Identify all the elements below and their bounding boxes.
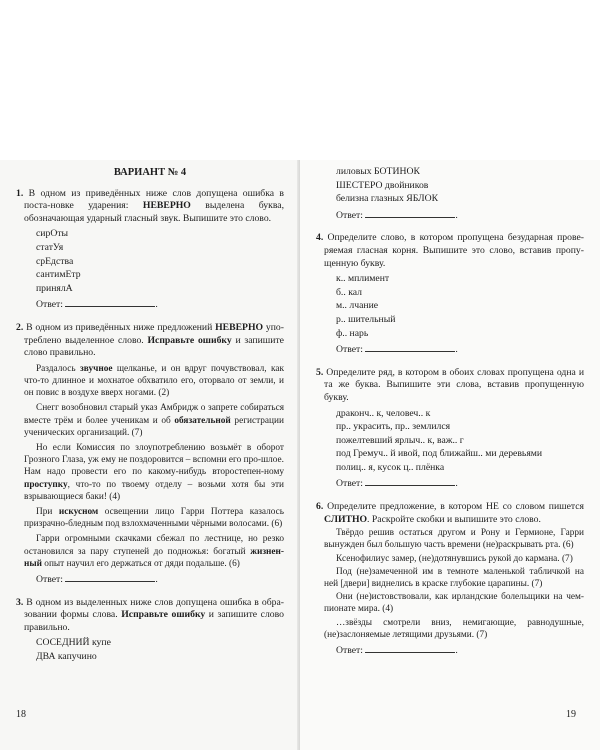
word-item: принялА bbox=[36, 282, 73, 294]
task-3-words bbox=[16, 637, 284, 663]
left-page-content bbox=[16, 167, 284, 674]
task-2-number: 2. bbox=[16, 321, 24, 333]
task-6 bbox=[316, 501, 584, 658]
task-2-text-c: упо-треблено выделенное слово. bbox=[24, 321, 284, 346]
task-3-words-continued bbox=[316, 166, 584, 206]
task-4-text: Определите слово, в котором пропущена безударная прове-ряемая гласная корня. Выпишите это слово, вставив пропу-щенную букву. bbox=[324, 232, 585, 269]
word-item: под Гремуч.. й ивой, под ближайш.. ми деревьями bbox=[336, 448, 543, 460]
answer-line[interactable] bbox=[65, 297, 155, 307]
task-1-question bbox=[16, 188, 284, 226]
answer-label: Ответ: bbox=[36, 299, 63, 311]
right-page-content bbox=[316, 163, 584, 668]
task-3-text-a: В одном из выделенных ниже слов допущена ошибка в обра-зовании формы слова. bbox=[24, 596, 284, 621]
task-2-question bbox=[16, 322, 284, 360]
task-2-sentence bbox=[16, 506, 284, 530]
page-number-left: 18 bbox=[16, 709, 26, 721]
answer-line[interactable] bbox=[365, 208, 455, 218]
s4-a: При bbox=[36, 506, 59, 517]
page-number-right: 19 bbox=[566, 709, 576, 721]
word-item: белизна глазных ЯБЛОК bbox=[336, 193, 439, 205]
task-5-number: 5. bbox=[316, 366, 324, 378]
s5-a: Гарри огромными скачками сбежал по лестнице, но резко остановился за пару ступеней до подножья: богатый bbox=[24, 534, 284, 557]
task-3-text-b: Исправьте ошибку bbox=[121, 609, 206, 621]
answer-line[interactable] bbox=[365, 342, 455, 352]
task-3-answer: Ответ: . bbox=[336, 209, 458, 221]
task-2-sentence bbox=[16, 442, 284, 503]
s3-c: , что-то по твоему отделу – возьми хотя бы эти взрывающиеся баки! (4) bbox=[24, 479, 284, 502]
task-2-sentence bbox=[16, 363, 284, 400]
task-3-number: 3. bbox=[16, 596, 24, 608]
task-6-text-c: . Раскройте скобки и выпишите это слово. bbox=[367, 513, 541, 525]
answer-label: Ответ: bbox=[336, 645, 363, 657]
word-item: к.. мплимент bbox=[336, 273, 390, 285]
s3-a: Но если Комиссия по злоупотреблению возьмёт в оборот Грозного Глаза, уж ему не поздоровится – вспомни его про-шлое. Нам надо провести его по какому-нибудь второстепен-ному bbox=[24, 442, 284, 478]
task-1 bbox=[16, 188, 284, 312]
task-6-text-a: Определите предложение, в котором НЕ со словом пишется bbox=[327, 501, 585, 513]
task-5-text: Определите ряд, в котором в обоих словах пропущена одна и та же буква. Выпишите эти слова, вставив пропущенную букву. bbox=[324, 366, 584, 403]
task-2 bbox=[16, 322, 284, 587]
word-item: м.. лчание bbox=[336, 300, 379, 312]
task-1-text-c: выделена буква, обозначающая ударный гласный звук. Выпишите это слово. bbox=[24, 200, 284, 224]
task-2-sentence bbox=[16, 533, 284, 570]
task-1-text-b: НЕВЕРНО bbox=[142, 200, 191, 212]
task-6-sentence: Твёрдо решив остаться другом и Рону и Гермионе, Гарри вынужден был большую часть времени (не)раскрывать рта. (6) bbox=[324, 528, 584, 551]
word-item: СОСЕДНИЙ купе bbox=[36, 637, 111, 649]
task-6-number: 6. bbox=[316, 501, 324, 513]
s1-c: щелканье, и он вдруг почувствовал, как что-то длинное и мохнатое обхватило его, оторвало от земли, и он повис в воздухе вверх ногами. (2) bbox=[24, 363, 284, 399]
word-item: лиловых БОТИНОК bbox=[336, 166, 420, 177]
task-5-answer: Ответ: . bbox=[336, 478, 458, 490]
task-2-text-e: и запишите слово правильно. bbox=[24, 334, 284, 359]
word-item: ф.. нарь bbox=[336, 327, 369, 339]
task-6-sentence: Они (не)истовствовали, как ирландские болельщики на чем-пионате мира. (4) bbox=[324, 592, 584, 615]
word-item: б.. кал bbox=[336, 286, 362, 298]
answer-label: Ответ: bbox=[336, 478, 363, 490]
task-2-text-a: В одном из приведённых ниже предложений bbox=[26, 321, 216, 333]
word-item: ДВА капучино bbox=[36, 650, 97, 662]
word-item: пр.. украсить, пр.. землился bbox=[336, 421, 451, 433]
word-item: сирОты bbox=[36, 228, 69, 240]
s3-highlight: проступку bbox=[24, 479, 68, 490]
s2-a: Снегг возобновил старый указ Амбридж о запрете собираться вместе трём и более ученикам и об bbox=[24, 403, 284, 426]
task-5-words bbox=[316, 408, 584, 475]
task-6-question bbox=[316, 501, 584, 526]
task-3-question bbox=[16, 597, 284, 635]
task-4-number: 4. bbox=[316, 232, 324, 244]
variant-title: ВАРИАНТ № 4 bbox=[113, 167, 187, 178]
right-page bbox=[300, 160, 600, 750]
answer-line[interactable] bbox=[365, 643, 455, 653]
task-4 bbox=[316, 232, 584, 356]
s2-c: регистрации ученических организаций. (7) bbox=[24, 415, 284, 438]
task-3 bbox=[16, 597, 284, 664]
answer-label: Ответ: bbox=[336, 209, 363, 221]
task-1-number: 1. bbox=[16, 187, 24, 199]
s5-c: опыт научил его держаться от дяди подальше. (6) bbox=[41, 558, 240, 569]
task-6-sentence: Под (не)замеченной им в темноте маленькой табличкой на ней [двери] виднелись в краске глубокие царапины. (7) bbox=[324, 566, 584, 590]
word-item: сантимЕтр bbox=[36, 269, 81, 281]
left-page bbox=[0, 160, 300, 750]
word-item: р.. шительный bbox=[336, 313, 396, 325]
task-2-text-b: НЕВЕРНО bbox=[215, 321, 264, 333]
task-1-words bbox=[16, 228, 284, 295]
task-2-text-d: Исправьте ошибку bbox=[147, 334, 232, 346]
word-item: полиц.. я, кусок ц.. плёнка bbox=[336, 461, 445, 473]
s4-highlight: искусном bbox=[58, 506, 99, 517]
s4-c: освещении лицо Гарри Поттера казалось призрачно-бледным под взлохмаченными чёрными волосами. (6) bbox=[24, 506, 284, 530]
task-6-text-b: СЛИТНО bbox=[324, 513, 368, 525]
word-item: ШЕСТЕРО двойников bbox=[336, 179, 429, 191]
task-6-answer: Ответ: . bbox=[336, 645, 458, 657]
answer-line[interactable] bbox=[65, 572, 155, 582]
s1-highlight: звучное bbox=[80, 363, 113, 374]
task-5 bbox=[316, 367, 584, 491]
answer-label: Ответ: bbox=[336, 344, 363, 356]
task-3-continued bbox=[316, 166, 584, 222]
task-6-sentence: …звёзды смотрели вниз, немигающие, равнодушные, (не)заслоняемые летящими друзьями. (7) bbox=[324, 617, 584, 640]
task-2-sentence bbox=[16, 402, 284, 439]
word-item: статУя bbox=[36, 241, 64, 253]
task-1-text-a: В одном из приведённых ниже слов допущена ошибка в поста-новке ударения: bbox=[24, 187, 285, 212]
task-2-answer: Ответ: . bbox=[36, 573, 158, 585]
task-5-question bbox=[316, 367, 584, 405]
task-4-question bbox=[316, 232, 584, 270]
answer-line[interactable] bbox=[365, 476, 455, 486]
s5-highlight: жизнен-ный bbox=[24, 546, 284, 569]
word-item: пожелтевший ярлыч.. к, важ.. г bbox=[336, 434, 464, 446]
task-6-sentence: Ксенофилиус замер, (не)дотянувшись рукой до кармана. (7) bbox=[336, 553, 573, 564]
task-4-answer: Ответ: . bbox=[336, 344, 458, 356]
word-item: драконч.. к, человеч.. к bbox=[336, 407, 431, 419]
word-item: срЕдства bbox=[36, 255, 74, 267]
s1-a: Раздалось bbox=[36, 363, 81, 374]
task-3-text-c: и запишите слово правильно. bbox=[24, 609, 285, 633]
task-4-words bbox=[316, 273, 584, 340]
s2-highlight: обязательной bbox=[174, 415, 231, 426]
task-1-answer: Ответ: . bbox=[36, 299, 158, 311]
answer-label: Ответ: bbox=[36, 573, 63, 585]
